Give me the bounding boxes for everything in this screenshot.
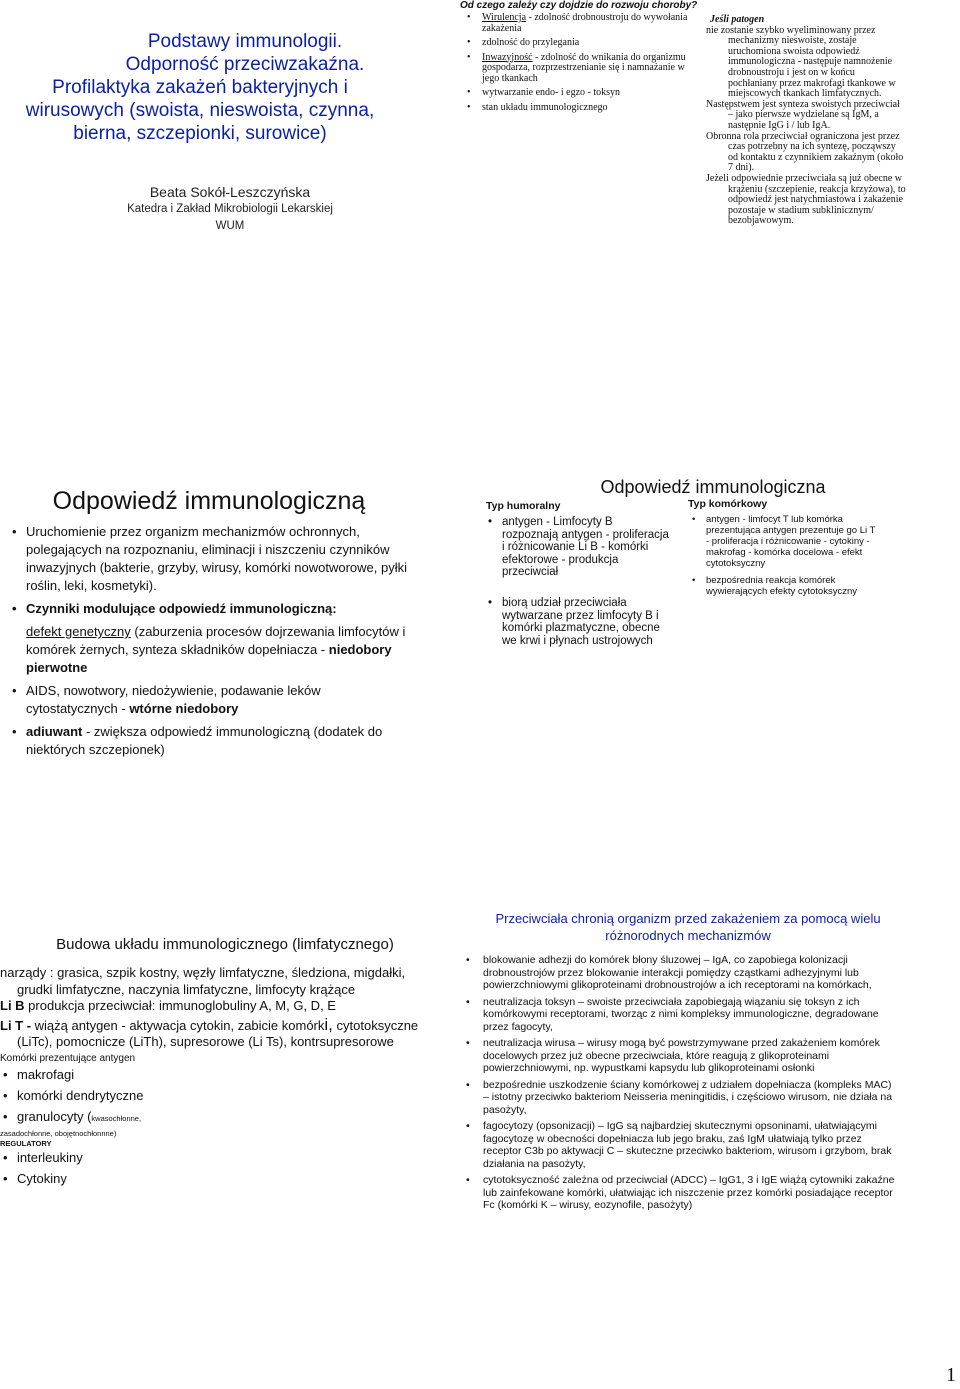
virulence-list [482,13,700,113]
list-item: • blokowanie adhezji do komórek błony śluzowej – IgA, co zapobiega kolonizacji drobnoustrojów przez blokowanie interakcji pomiędzy cząstkami adhezyjnymi lub powierzchniowymi glikoproteinami drobnoustrojów a ich receptorami na komórkach, [483,954,898,992]
slide-title: Odpowiedź immunologiczna [600,477,826,497]
immune-response-slide [0,485,410,757]
humoral-column [482,500,672,655]
list-item: • makrofagi [17,1066,420,1084]
title-line-1: Podstawy immunologii. [147,31,343,52]
list-item: • interleukiny [17,1149,420,1167]
list-item: • antygen - limfocyt T lub komórka prezentująca antygen prezentuje go Li T - proliferacja i różnicowanie - cytokiny - makrofag - komórka docelowa - efekt cytotoksyczny [706,514,876,569]
response-types-slide [478,476,878,656]
list-item: • stan układu immunologicznego [482,103,700,114]
title-line-2: Odporność przeciwzakaźna. [125,54,365,75]
list-item: • Inwazyjność - zdolność do wnikania do organizmu gospodarza, rozprzestrzenianie się i namnażanie w jego tkankach [482,53,700,85]
slide-question: Od czego zależy czy dojdzie do rozwoju choroby? [460,0,698,11]
list-item: • Cytokiny [17,1170,420,1188]
list-item: • granulocyty (kwasochłonne, [17,1108,420,1128]
list-item: • Czynniki modulujące odpowiedź immunologiczną: [26,600,410,618]
column-heading: Typ komórkowy [688,498,768,510]
list-item: • zdolność do przylegania [482,38,700,49]
list-item: • cytotoksyczność zależna od przeciwciał (ADCC) – IgG1, 3 i IgE wiążą cytowniki zakaźne lub zainfekowane komórki, ułatwiając ich niszczenie przez komórki posiadające receptor Fc (komórki K – wirusy, eozynofile, pasożyty) [483,1174,898,1212]
lit-text: Li T - wiążą antygen - aktywacja cytokin, zabicie komórki, cytotoksyczne (LiTc), pomocnicze (LiTh), supresorowe (Li Ts), kontrsupresorowe [0,1014,419,1049]
list-item: defekt genetyczny (zaburzenia procesów dojrzewania limfocytów i komórek żernych, synteza składników dopełniacza - niedobory pierwotne [26,624,406,675]
list-item: • biorą udział przeciwciała wytwarzane przez limfocyty B i komórki plazmatyczne, obecne we krwi i płynach ustrojowych [502,597,672,647]
slide-title: Przeciwciała chronią organizm przed zakażeniem za pomocą wielu różnorodnych mechanizmów [495,911,881,943]
title-line-5: bierna, szczepionki, surowice) [73,123,327,144]
column-heading: Typ humoralny [486,500,561,512]
cellular-column [686,498,876,603]
paragraph: Jeżeli odpowiednie przeciwciała są już obecne w krążeniu (szczepienie, reakcja krzyżowa), to odpowiedź jest natychmiastowa i zakażenie pozostaje w stadium subklinicznym/ bezobjawowym. [706,172,906,227]
paragraph: Następstwem jest synteza swoistych przeciwciał – jako pierwsze wydzielane są IgM, a następnie IgG i / lub IgA. [706,98,900,131]
mechanisms-list [483,954,898,1212]
paragraph: nie zostanie szybko wyeliminowany przez mechanizmy nieswoiste, zostaje uruchomiona swoista odpowiedź immunologiczna - następuje namnożenie drobnoustroju i jest on w końcu pochłaniany przez makrofagi tkankowe w miejscowych tkankach limfatycznych. [706,24,896,100]
antibodies-slide [458,910,898,1230]
title-line-3: Profilaktyka zakażeń bakteryjnych i [52,77,348,98]
list-item: • bezpośrednie uszkodzenie ściany komórkowej z udziałem dopełniacza (kompleks MAC) – istotny przeciwko bakteriom Neisseria meningitidis, i częściowo wirusom, nie działa na pasożyty, [483,1079,898,1117]
department: Katedra i Zakład Mikrobiologii Lekarskiej [127,203,333,215]
lymphatic-system-slide [0,935,420,1225]
apc-list [17,1066,420,1128]
response-list [26,523,410,759]
institution: WUM [215,220,245,232]
list-item: • adiuwant - zwiększa odpowiedź immunologiczną (dodatek do niektórych szczepionek) [26,723,410,759]
apc-heading: Komórki prezentujące antygen [0,1052,136,1064]
author-name: Beata Sokół-Leszczyńska [149,184,311,200]
granulocyte-types: zasadochłonne, obojętnochłonnne) [0,1128,117,1138]
regulatory-heading: REGULATORY [0,1138,52,1148]
humoral-list [502,516,672,647]
list-item: • Wirulencja - zdolność drobnoustroju do wywołania zakażenia [482,13,700,34]
cellular-list [706,514,876,597]
list-item: • AIDS, nowotwory, niedożywienie, podawanie leków cytostatycznych - wtórne niedobory [26,682,410,718]
list-item: • Uruchomienie przez organizm mechanizmów ochronnych, polegających na rozpoznaniu, eliminacji i niszczeniu czynników inwazyjnych (bakterie, grzyby, wirusy, komórki nowotworowe, pyłki roślin, leki, kosmetyki). [26,523,410,595]
list-item: • komórki dendrytyczne [17,1087,420,1105]
list-item: • wytwarzanie endo- i egzo - toksyn [482,88,700,99]
paragraph: Obronna rola przeciwciał ograniczona jest przez czas potrzebny na ich syntezę, począwszy od kontaktu z czynnikiem zakaźnym (około 7 dni). [706,130,904,174]
slide-heading: Jeśli patogen [710,14,765,25]
list-item: • fagocytozy (opsonizacji) – IgG są najbardziej skutecznymi opsoninami, ułatwiającymi fagocytozę w obecności dopełniacza lub jego braku, zaś IgM ułatwiają tylko przez receptor C3b po aktywacji C – skuteczne przeciwko bakteriom, wirusom i grzybom, brak działania na pasożyty, [483,1120,898,1170]
list-item: • antygen - Limfocyty B rozpoznają antygen - proliferacja i różnicowanie Li B - komórki efektorowe - produkcja przeciwciał [502,516,672,579]
list-item: • neutralizacja wirusa – wirusy mogą być powstrzymywane przed zakażeniem komórek docelowych przez już obecne przeciwciała, które reagują z glikoproteinami powierzchniowymi, np. wypustkami kapsydu lub glikoproteinami osłonki [483,1037,898,1075]
organs-text: narządy : grasica, szpik kostny, węzły limfatyczne, śledziona, migdałki, grudki limfatyczne, naczynia limfatyczne, limfocyty krążące [0,965,406,997]
page-number: 1 [946,1364,956,1386]
slide-title: Odpowiedź immunologiczną [52,487,366,515]
regulatory-list [17,1149,420,1188]
slide-title: Budowa układu immunologicznego (limfatycznego) [56,936,394,953]
lib-text: Li B produkcja przeciwciał: immunoglobuliny A, M, G, D, E [0,998,336,1013]
list-item: • neutralizacja toksyn – swoiste przeciwciała zapobiegają wiązaniu się toksyn z ich komórkowymi receptorami, tworząc z nimi kompleksy immunologiczne, degradowane przez fagocyty, [483,996,898,1034]
list-item: • bezpośrednia reakcja komórek wywierających efekty cytotoksyczny [706,575,876,597]
title-slide [0,20,400,240]
virulence-slide [460,0,700,140]
pathogen-slide [706,15,906,285]
title-line-4: wirusowych (swoista, nieswoista, czynna, [25,100,375,121]
